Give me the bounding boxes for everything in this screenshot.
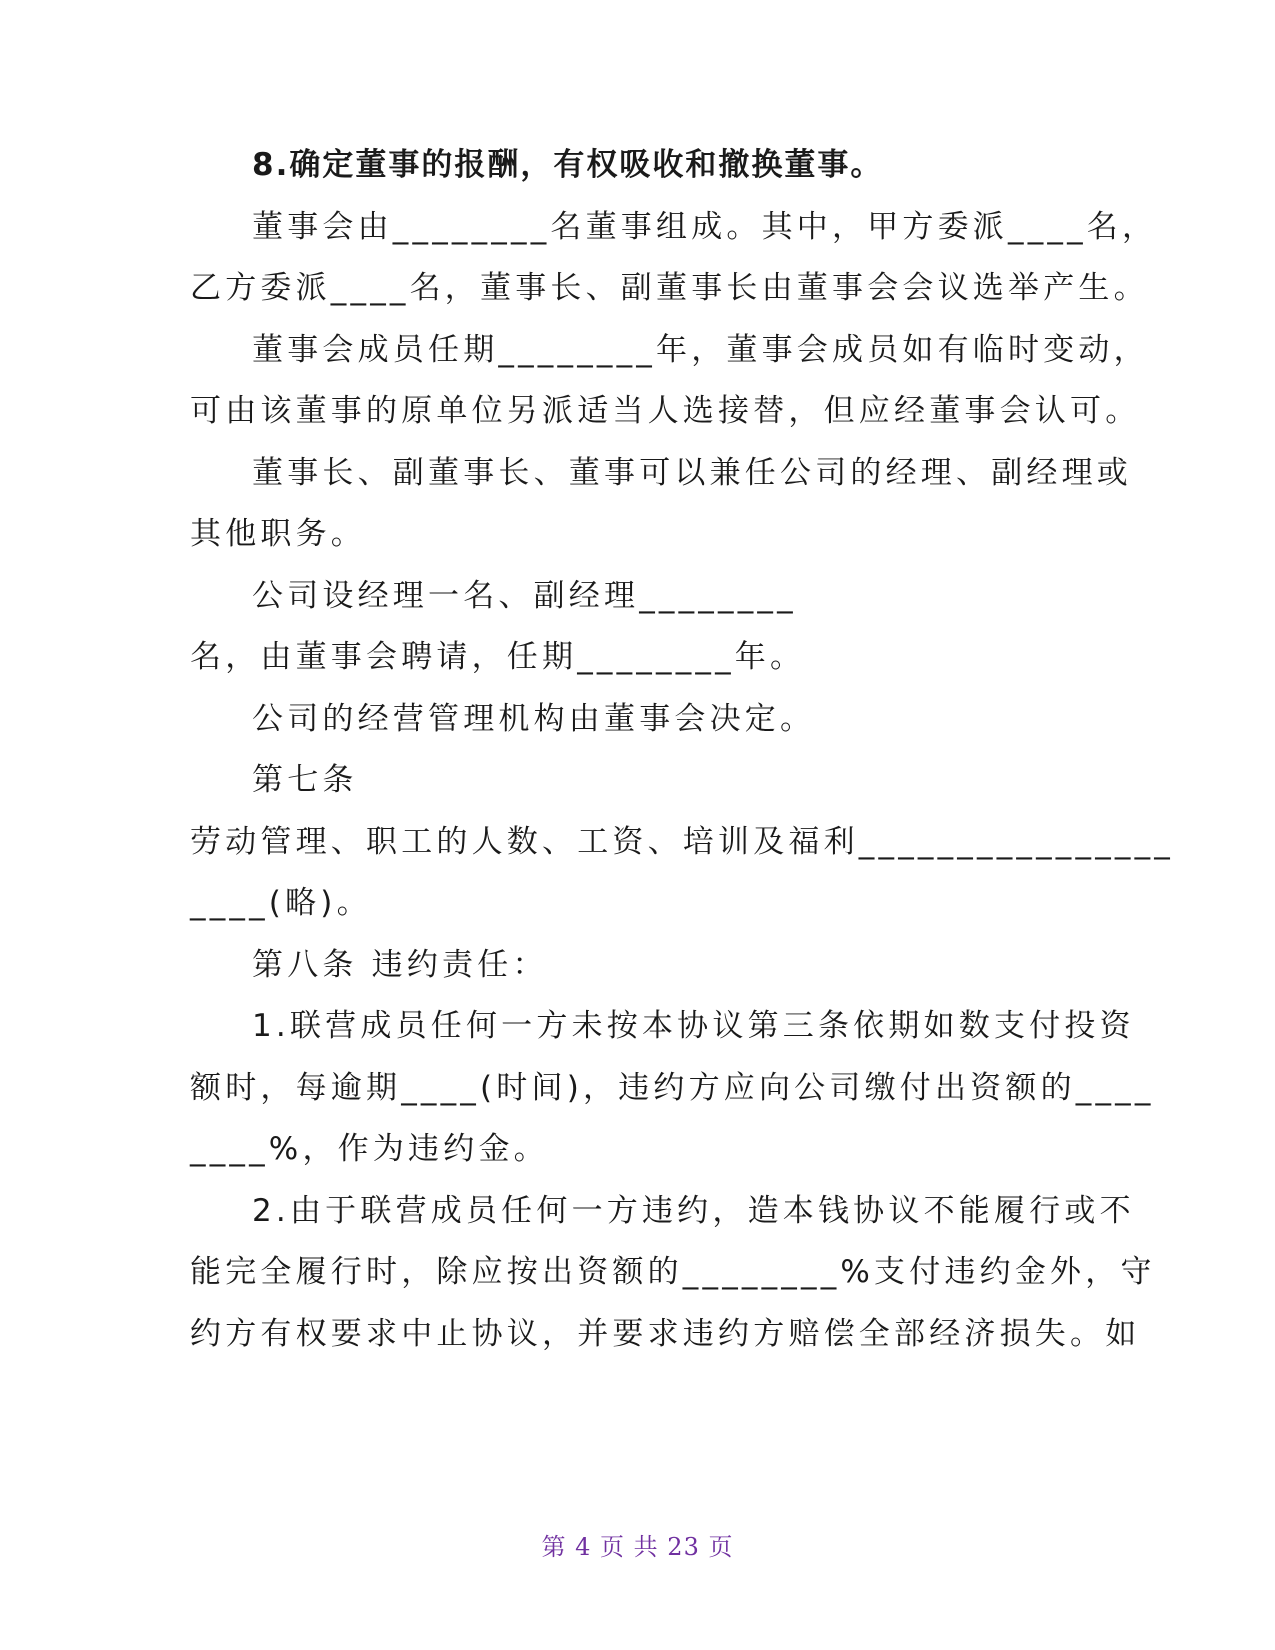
text-line: 名，由董事会聘请，任期________年。	[190, 639, 806, 675]
text-line: 约方有权要求中止协议，并要求违约方赔偿全部经济损失。如	[190, 1316, 1141, 1352]
text-line-clause-8: 8.确定董事的报酬，有权吸收和撤换董事。	[252, 147, 884, 183]
text-line: 额时，每逾期____(时间)，违约方应向公司缴付出资额的____	[190, 1070, 1155, 1106]
text-line: 董事长、副董事长、董事可以兼任公司的经理、副经理或	[252, 455, 1132, 491]
page-number-footer: 第 4 页 共 23 页	[541, 1533, 734, 1561]
text-line: 能完全履行时，除应按出资额的________%支付违约金外，守	[190, 1254, 1156, 1290]
text-line: 董事会由________名董事组成。其中，甲方委派____名，	[252, 209, 1158, 245]
text-line: 公司的经营管理机构由董事会决定。	[252, 701, 816, 737]
article-heading-8: 第八条 违约责任：	[252, 947, 548, 983]
text-line: 公司设经理一名、副经理________	[252, 578, 797, 614]
text-line: 1.联营成员任何一方未按本协议第三条依期如数支付投资	[252, 1008, 1135, 1044]
text-line: 劳动管理、职工的人数、工资、培训及福利________________	[190, 824, 1174, 860]
text-line: 2.由于联营成员任何一方违约，造本钱协议不能履行或不	[252, 1193, 1135, 1229]
text-line: 可由该董事的原单位另派适当人选接替，但应经董事会认可。	[190, 393, 1141, 429]
text-line: 其他职务。	[190, 516, 366, 552]
text-line: ____%，作为违约金。	[190, 1131, 549, 1167]
text-line: 乙方委派____名，董事长、副董事长由董事会会议选举产生。	[190, 270, 1149, 306]
article-heading-7: 第七条	[252, 762, 358, 798]
text-line: 董事会成员任期________年，董事会成员如有临时变动，	[252, 332, 1149, 368]
text-line: ____(略)。	[190, 885, 372, 921]
